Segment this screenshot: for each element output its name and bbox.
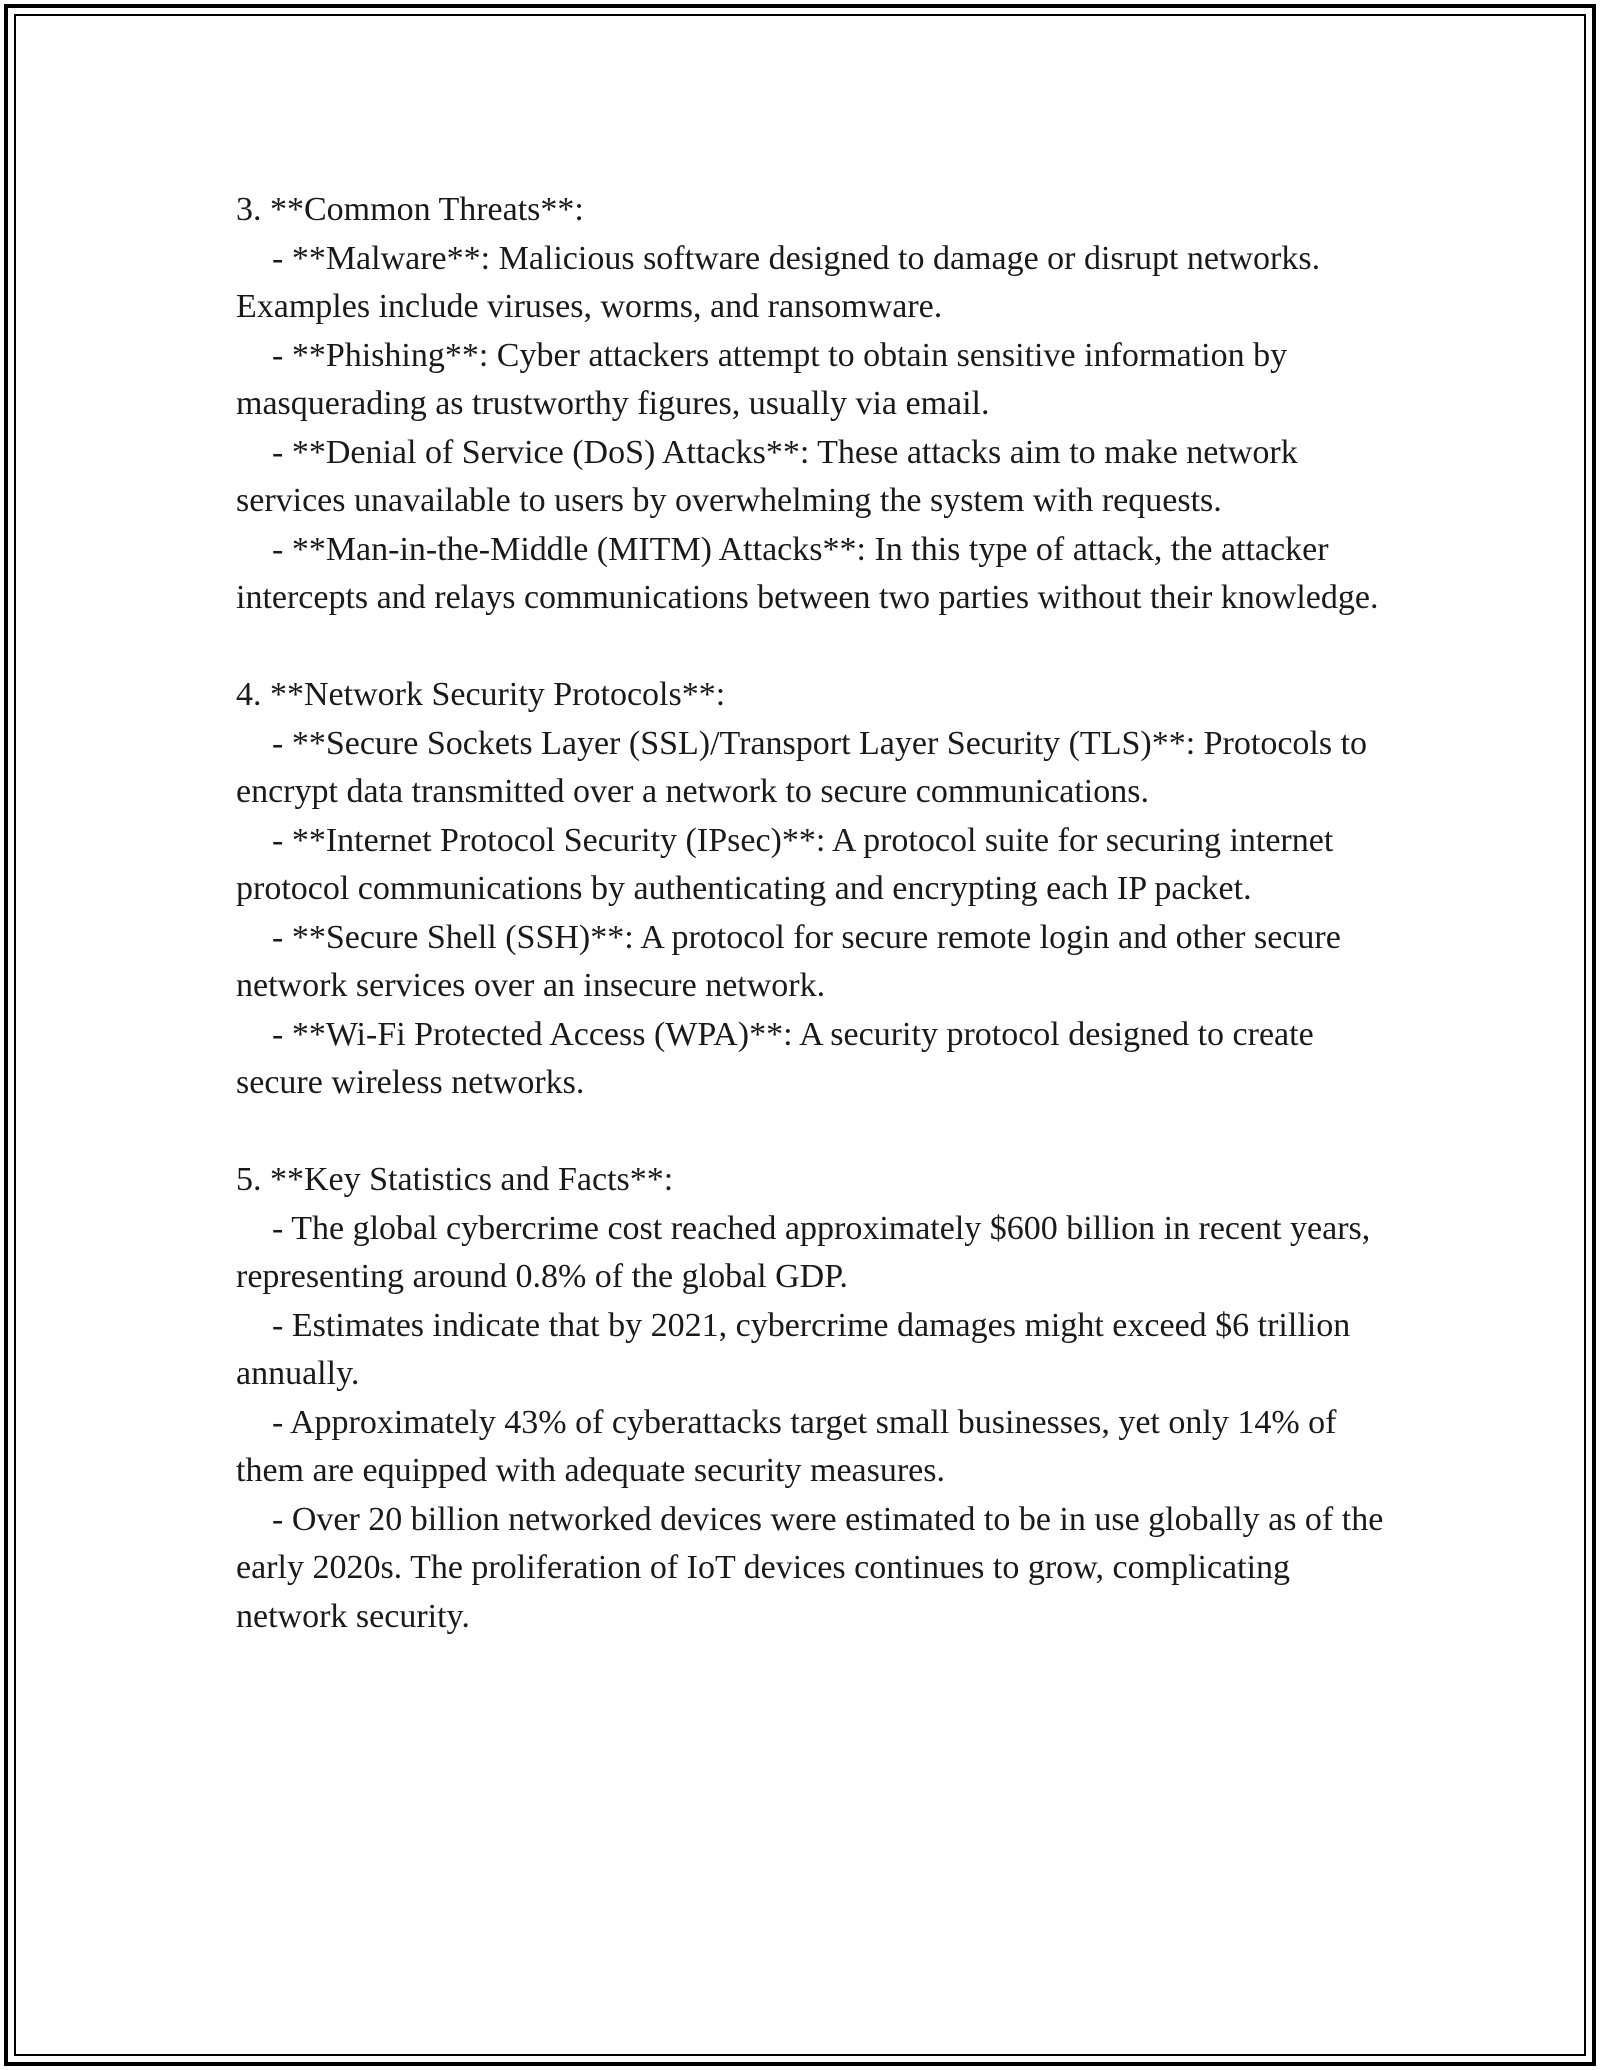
list-item: - Approximately 43% of cyberattacks target small businesses, yet only 14% of them are equipped with adequate security measures. [236,1403,1337,1489]
section-heading: 3. **Common Threats**: [236,191,584,228]
list-item: - **Man-in-the-Middle (MITM) Attacks**: In this type of attack, the attacker intercepts and relays communications between two parties without their knowledge. [236,530,1379,616]
section-heading: 5. **Key Statistics and Facts**: [236,1161,674,1198]
list-item: - **Wi-Fi Protected Access (WPA)**: A security protocol designed to create secure wireless networks. [236,1015,1314,1101]
list-item: - **Phishing**: Cyber attackers attempt to obtain sensitive information by masquerading as trustworthy figures, usually via email. [236,336,1288,422]
list-item: - **Denial of Service (DoS) Attacks**: These attacks aim to make network services unavailable to users by overwhelming the system with requests. [236,433,1298,519]
list-item: - **Malware**: Malicious software designed to damage or disrupt networks. Examples include viruses, worms, and ransomware. [236,239,1321,325]
list-item: - **Internet Protocol Security (IPsec)**: A protocol suite for securing internet protocol communications by authenticating and encrypting each IP packet. [236,821,1334,907]
list-item: - **Secure Shell (SSH)**: A protocol for secure remote login and other secure network services over an insecure network. [236,918,1341,1004]
list-item: - The global cybercrime cost reached approximately $600 billion in recent years, representing around 0.8% of the global GDP. [236,1209,1371,1295]
document-body [236,186,1396,1641]
list-item: - Over 20 billion networked devices were estimated to be in use globally as of the early 2020s. The proliferation of IoT devices continues to grow, complicating network security. [236,1500,1384,1635]
section-common-threats [236,186,1396,623]
list-item: - Estimates indicate that by 2021, cybercrime damages might exceed $6 trillion annually. [236,1306,1351,1392]
section-key-statistics [236,1156,1396,1641]
list-item: - **Secure Sockets Layer (SSL)/Transport Layer Security (TLS)**: Protocols to encrypt data transmitted over a network to secure communications. [236,724,1368,810]
section-network-security-protocols [236,671,1396,1108]
section-heading: 4. **Network Security Protocols**: [236,676,726,713]
